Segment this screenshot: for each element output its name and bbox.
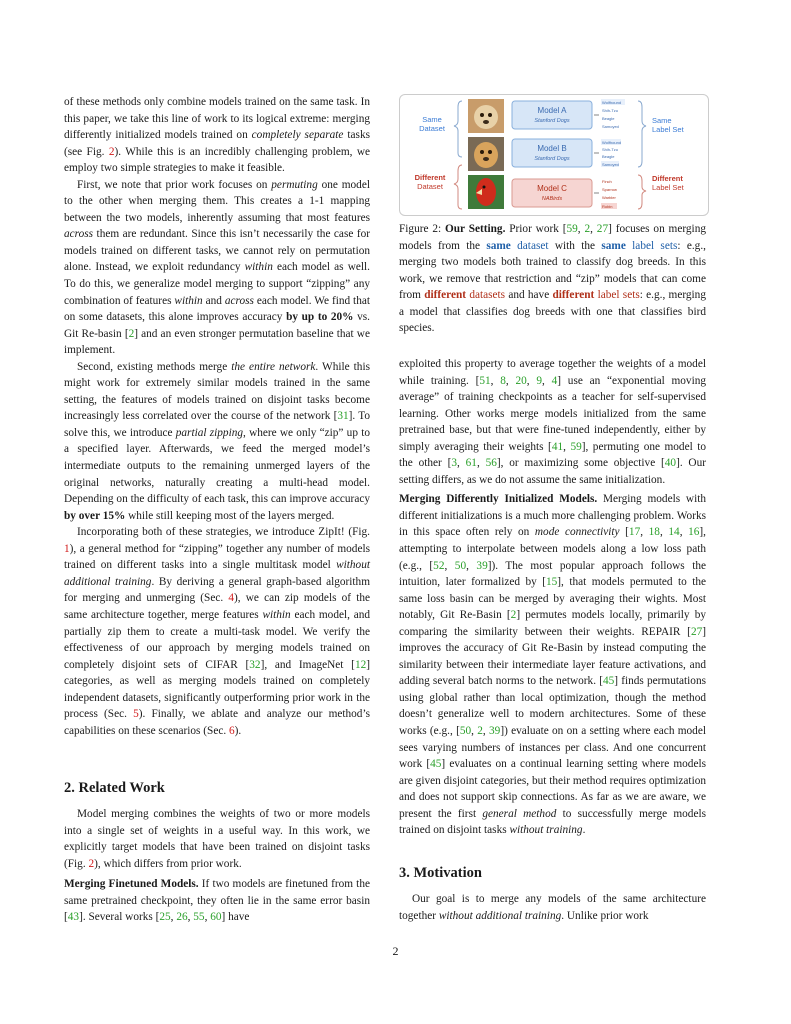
citation-link[interactable]: 31 [337,410,349,423]
same-label-brace [638,101,646,167]
model-a-dataset: Stanford Dogs [534,118,570,124]
svg-text:Finch: Finch [602,179,612,184]
same-label-set-label-2: Label Set [652,125,684,134]
citation-link[interactable]: 16 [688,526,700,539]
label-list-a [601,99,625,129]
citation-link[interactable]: 51 [479,374,491,387]
page-number: 2 [392,944,399,958]
same-dataset-label: Same [422,115,442,124]
citation-link[interactable]: 2 [477,725,483,738]
citation-link[interactable]: 20 [515,374,527,387]
paragraph-merging-finetuned: Merging Finetuned Models. If two models are finetuned from the same pretrained checkpoint, they often lie in the same error basin [43]. Several works [25, 26, 55, 60] have [64,878,370,924]
citation-link[interactable]: 2 [584,223,591,235]
svg-text:Wolfhound: Wolfhound [602,140,622,145]
citation-link[interactable]: 12 [354,658,367,671]
citation-link[interactable]: 26 [176,911,188,924]
sec-6-link[interactable]: 6 [229,724,235,737]
svg-text:Robin: Robin [602,204,613,209]
citation-link[interactable]: 2 [128,327,135,340]
citation-link[interactable]: 61 [465,457,477,470]
model-c-dataset: NABirds [541,196,563,202]
citation-link[interactable]: 55 [193,911,205,924]
svg-text:Samoyed: Samoyed [602,162,619,167]
paragraph-first-strategy: First, we note that prior work focuses on permuting one model to the other when merging them. This creates a 1-1 mapping between the two models, inherently assuming that most features across them are redundant. Since this isn’t necessarily the case for models trained on different tasks, we cannot rely on permutation alone. Instead, we exploit redundancy within each model as well. To do this, we generalize model merging to support “zipping” any combination of features within and across each model. We find that on some datasets, this alone improves accuracy by up to 20% vs. Git Re-basin [2] and an even stronger permutation baseline that we implement. [64,178,370,357]
citation-link[interactable]: 41 [551,440,564,453]
paragraph-finetuned-cont: exploited this property to average together the weights of a model while training. [51, 8, 20, 9, 4] use an “exponential moving average” of training checkpoints as a teacher for self-supervised learning. Other works merge models initialized from the same pretrained base, but that were fine-tuned independently, either by simply averaging their weights [41, 59], permuting one model to the other [3, 61, 56], or maximizing some objective [40]. Our setting differs, as we do not assume the same initialization. [399,358,707,486]
citation-link[interactable]: 59 [566,223,578,235]
model-b-dataset: Stanford Dogs [534,156,570,162]
citation-link[interactable]: 14 [668,526,680,539]
sec-5-link[interactable]: 5 [133,708,139,721]
citation-link[interactable]: 56 [485,457,497,470]
section-heading-related-work: 2. Related Work [64,780,165,796]
figure-2-diagram [399,94,709,216]
paragraph-intro-end: of these methods only combine models trained on the same task. In this paper, we take this line of work to its logical extreme: merging differently initialized models trained on completely separate tasks (see Fig. 2). While this is an incredibly challenging problem, we employ two simple strategies to make it feasible. [64,96,370,175]
different-dataset-label: Different [414,173,446,182]
citation-link[interactable]: 45 [602,675,615,688]
citation-link[interactable]: 9 [536,374,543,387]
different-label-set-label-2: Label Set [652,183,684,192]
figure-2-caption: Figure 2: Our Setting. Prior work [59, 2, 27] focuses on merging models from the same dataset with the same label sets: e.g., merging two models both trained to classify dog breeds. In this work, we remove that restriction and “zip” models that can come from different datasets and have different label sets: e.g., merging a model that classifies dog breeds with one that classifies bird species. [399,223,706,335]
citation-link[interactable]: 50 [459,725,472,738]
citation-link[interactable]: 4 [551,374,558,387]
model-c-title: Model C [537,184,567,193]
different-label-set-label: Different [652,174,683,183]
citation-link[interactable]: 27 [596,223,609,235]
citation-link[interactable]: 3 [451,457,458,470]
fig-2-link[interactable]: 2 [88,857,95,870]
model-a-title: Model A [537,106,567,115]
paragraph-merging-differently: Merging Differently Initialized Models. Merging models with different initializations is a much more challenging problem. Works in this space often rely on mode connectivity [17, 18, 14, 16], attempting to interpolate between models along a low loss path (e.g., [52, 50, 39]). The most popular approach follows the intuition, later formalized by [15], that models permuted to the same loss basin can be merged by averaging their wights. Most notably, Git Re-Basin [2] permutes models locally, primarily by comparing the similarity between their weights. REPAIR [27] improves the accuracy of Git Re-Basin by instead computing the similarity between their intermediate layer feature activations, and adding several batch norms to the network. [45] finds permutations using global rather than local optimization, though the method doesn’t generalize well to modern architectures. Some of these works (e.g., [50, 2, 39]) evaluate on on a setting where each model sees varying numbers of instances per class. And one concurrent work [45] evaluates on a continual learning setting where models are given disjoint categories, but their method requires optimization and does not support skip connections. As far as we are aware, we present the first general method to successfully merge models trained on disjoint tasks without training. [399,493,707,837]
citation-link[interactable]: 25 [159,911,171,924]
same-label-set-label: Same [652,116,672,125]
svg-text:Shih-Tzu: Shih-Tzu [602,108,619,113]
label-list-b [601,139,621,167]
fig-1-link[interactable]: 1 [64,542,70,555]
citation-link[interactable]: 50 [454,559,467,572]
citation-link[interactable]: 15 [546,576,558,589]
paragraph-zipit: Incorporating both of these strategies, we introduce ZipIt! (Fig. 1), a general method for “zipping” together any number of models trained on different tasks into a single multitask model without additional training. By deriving a general graph-based algorithm for merging and unmerging (Sec. 4), we can zip models of the same architecture together, merge features within each model, and partially zip them to create a multi-task model. We verify the effectiveness of our approach by merging models trained on completely disjoint sets of CIFAR [32], and ImageNet [12] categories, as well as merging models trained on completely independent datasets, significantly outperforming prior work in the process (Sec. 5). Finally, we ablate and analyze our method’s capabilities on these scenarios (Sec. 6). [64,526,371,737]
citation-link[interactable]: 17 [628,526,641,539]
citation-link[interactable]: 43 [67,911,80,924]
svg-text:Warbler: Warbler [602,195,616,200]
svg-text:Sparrow: Sparrow [602,187,617,192]
citation-link[interactable]: 18 [648,526,660,539]
citation-link[interactable]: 8 [500,374,506,387]
citation-link[interactable]: 39 [476,559,488,572]
paragraph-second-strategy: Second, existing methods merge the entire network. While this might work for extremely similar models trained in the same setting, the features of models trained on disjoint tasks become increasingly less correlated over the course of the network [31]. To solve this, we introduce partial zipping, where we only “zip” up to a specified layer. Afterwards, we feed the merged model’s intermediate outputs to the remaining unmerged layers of the original networks, naturally creating a multi-head model. Depending on the difficulty of each task, this can improve accuracy by over 15% while still keeping most of the layers merged. [64,360,371,522]
model-b-title: Model B [537,144,567,153]
sec-4-link[interactable]: 4 [228,592,234,605]
citation-link[interactable]: 32 [249,658,261,671]
left-column [64,94,370,739]
citation-link[interactable]: 59 [570,440,582,453]
svg-text:Wolfhound: Wolfhound [602,100,622,105]
different-dataset-brace [454,165,462,209]
left-column-bottom [64,806,370,926]
different-dataset-label-2: Dataset [417,182,443,191]
citation-link[interactable]: 39 [489,725,501,738]
citation-link[interactable]: 27 [690,625,703,638]
fig-2-link[interactable]: 2 [108,145,115,158]
citation-link[interactable]: 2 [510,609,517,622]
setting-diagram [400,95,708,215]
section-heading-motivation: 3. Motivation [399,865,482,881]
citation-link[interactable]: 60 [210,911,222,924]
svg-text:Shih-Tzu: Shih-Tzu [602,147,619,152]
same-dataset-label-2: Dataset [419,124,445,133]
same-dataset-brace [454,101,462,157]
citation-link[interactable]: 40 [664,457,677,470]
different-label-brace [638,175,646,209]
citation-link[interactable]: 45 [430,758,442,771]
svg-text:Beagle: Beagle [602,154,615,159]
paragraph-model-merging: Model merging combines the weights of two or more models into a single set of weights in a useful way. In this work, we explicitly target models that have been trained on disjoint tasks (Fig. 2), which differs from prior work. [64,808,370,870]
paragraph-motivation: Our goal is to merge any models of the same architecture together without additional training. Unlike prior work [399,893,706,922]
svg-text:Samoyed: Samoyed [602,124,619,129]
right-column [399,356,706,839]
svg-text:Beagle: Beagle [602,116,615,121]
right-column-bottom [399,891,706,924]
citation-link[interactable]: 52 [433,559,445,572]
label-list-c [601,179,617,209]
